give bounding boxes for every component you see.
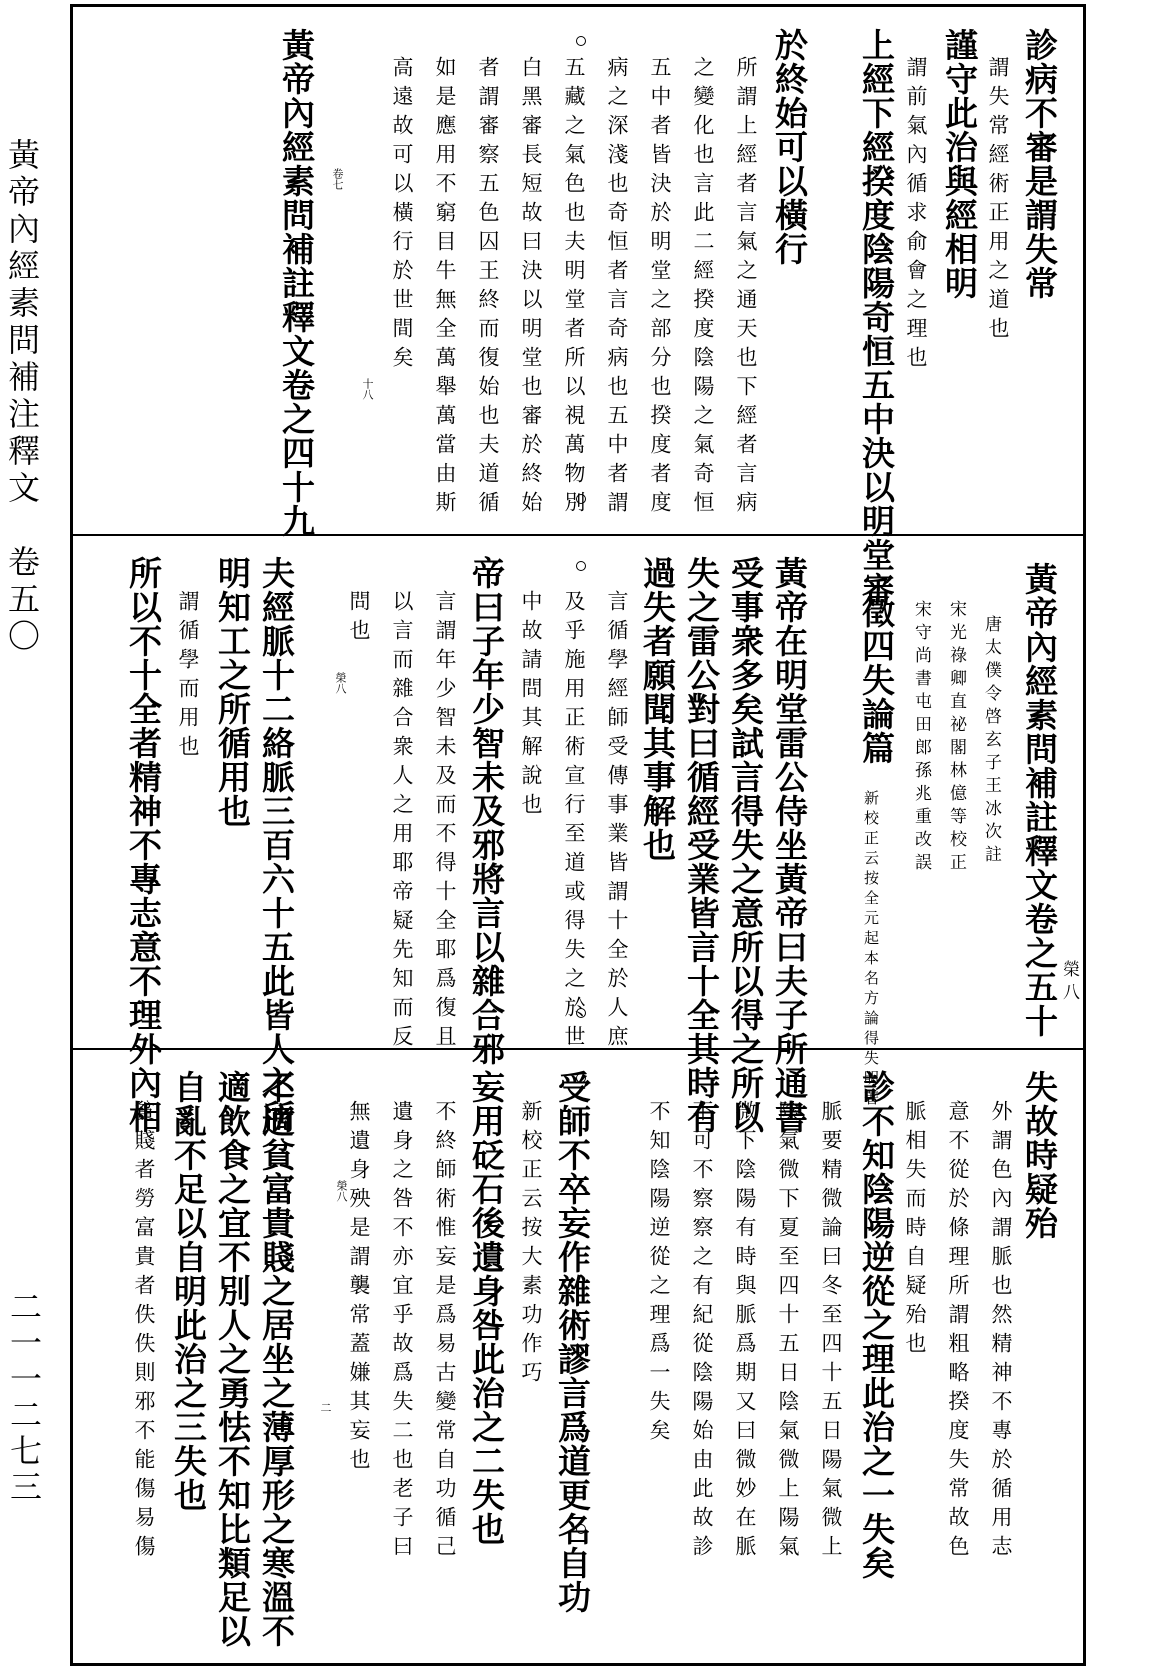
commentary-column: 之變化也言此二經揆度陰陽之氣奇恒: [691, 56, 715, 520]
text-column: 受事衆多矣試言得失之意所以得之所以: [726, 556, 765, 1134]
circle-mark: [576, 561, 586, 571]
commentary-column: 及乎施用正術宣行至道或得失之於世: [562, 590, 586, 1054]
text-column: 不適貧富貴賤之居坐之薄厚形之寒溫不: [257, 1070, 296, 1648]
commentary-column: 者謂審察五色囚王終而復始也夫道循: [476, 56, 500, 520]
commentary-column: 不知陰陽逆從之理爲一失矣: [647, 1100, 671, 1448]
text-column: 上經下經揆度陰陽奇恒五中決以明堂審: [857, 28, 896, 606]
section-note: 新校正云按全元起本名方論得失明著: [862, 790, 880, 1110]
circle-mark: [576, 1008, 586, 1018]
text-column: 所以不十全者精神不專志意不理外內相: [124, 556, 163, 1134]
commentary-column: 以言而雜合衆人之用耶帝疑先知而反: [390, 590, 414, 1054]
margin-book-title: 黃帝內經素問補注釋文 卷五〇: [3, 138, 41, 656]
commentary-column: 病之深淺也奇恒者言奇病也五中者謂: [605, 56, 629, 520]
commentary-column: 微下陰陽有時與脈爲期又曰微妙在脈: [733, 1100, 757, 1564]
commentary-column: 無遺身殃是謂襲常蓋嫌其妄也: [347, 1100, 371, 1477]
text-column: 帝曰子年少智未及邪將言以雜合邪: [467, 556, 506, 1066]
editor-line: 宋守尚書屯田郎孫兆重改誤: [911, 600, 931, 876]
commentary-column: 中故請問其解說也: [519, 590, 543, 822]
author-line: 唐太僕令啓玄子王冰次註: [981, 615, 1001, 868]
block-mark: 二: [319, 1402, 332, 1413]
text-column: 過失者願聞其事解也: [638, 556, 677, 862]
chapter-title: 黃帝內經素問補註釋文卷之五十: [1020, 562, 1059, 1038]
text-column: 適飲食之宜不別人之勇怯不知比類足以: [213, 1070, 252, 1648]
commentary-column: 言循學經師受傳事業皆謂十全於人庶: [605, 590, 629, 1054]
circle-mark: [576, 36, 586, 46]
commentary-column: 不可不察察之有紀從陰陽始由此故診: [690, 1100, 714, 1564]
commentary-column: 高遠故可以橫行於世間矣: [390, 56, 414, 375]
commentary-column: 遺身之咎不亦宜乎故爲失二也老子曰: [390, 1100, 414, 1564]
commentary-column: 五中者皆決於明堂之部分也揆度者度: [648, 56, 672, 520]
commentary-column: 脈相失而時自疑殆也: [903, 1100, 927, 1361]
text-column: 謹守此治與經相明: [940, 28, 979, 300]
commentary-column: 謂失常經術正用之道也: [986, 56, 1010, 346]
text-column: 自亂不足以自明此治之三失也: [169, 1070, 208, 1512]
circle-mark: [576, 1073, 586, 1083]
commentary-column: 所謂上經者言氣之通天也下經者言病: [734, 56, 758, 520]
circle-mark: [576, 1524, 586, 1534]
section-title: 徵四失論篇: [857, 595, 896, 765]
chapter-end-title: 黃帝內經素問補註釋文卷之四十九: [277, 28, 316, 538]
commentary-column: 貧賤者勞富貴者佚佚則邪不能傷易傷: [132, 1100, 156, 1564]
text-column: 診病不審是謂失常: [1020, 28, 1059, 300]
commentary-column: 五藏之氣色也夫明堂者所以視萬物別: [562, 56, 586, 520]
commentary-column: 不終師術惟妄是爲易古變常自功循己: [433, 1100, 457, 1564]
text-column: 失之雷公對曰循經受業皆言十全其時有: [682, 556, 721, 1134]
text-column: 受師不卒妄作雜術謬言爲道更名自功: [553, 1070, 592, 1614]
text-column: 妄用砭石後遺身咎此治之二失也: [467, 1070, 506, 1546]
block-mark: 十八: [361, 378, 374, 400]
text-column: 黃帝在明堂雷公侍坐黃帝曰夫子所通書: [770, 556, 809, 1134]
commentary-column: 謂循學而用也: [176, 590, 200, 764]
text-column: 於終始可以橫行: [770, 28, 809, 266]
editor-line: 宋光祿卿直祕閣林億等校正: [946, 600, 966, 876]
text-column: 失故時疑殆: [1020, 1070, 1059, 1240]
block-mark: 榮八: [334, 672, 347, 694]
panel-divider-1: [70, 534, 1086, 536]
text-column: 夫經脈十二絡脈三百六十五此皆人之所: [257, 556, 296, 1134]
text-column: 診不知陰陽逆從之理此治之一失矣: [857, 1070, 896, 1580]
text-column: 明知工之所循用也: [213, 556, 252, 828]
commentary-column: 外謂色內謂脈也然精神不專於循用志: [989, 1100, 1013, 1564]
circle-mark: [576, 494, 586, 504]
commentary-column: 問也: [347, 590, 371, 648]
commentary-column: 謂前氣內循求俞會之理也: [904, 56, 928, 375]
commentary-column: 如是應用不窮目牛無全萬舉萬當由斯: [433, 56, 457, 520]
commentary-column: 白黑審長短故曰決以明堂也審於終始: [519, 56, 543, 520]
block-mark: 榮八: [1059, 960, 1079, 1006]
block-mark: 卷七: [331, 168, 344, 190]
commentary-column: 言謂年少智未及而不得十全耶爲復且: [433, 590, 457, 1054]
commentary-column: 陰氣微下夏至四十五日陰氣微上陽氣: [776, 1100, 800, 1564]
commentary-column: 新校正云按大素功作巧: [519, 1100, 543, 1390]
page-number: 二一一二七三: [5, 1290, 43, 1506]
block-mark: 榮八: [335, 1180, 348, 1202]
commentary-column: 意不從於條理所謂粗略揆度失常故色: [946, 1100, 970, 1564]
commentary-column: 脈要精微論曰冬至四十五日陽氣微上: [819, 1100, 843, 1564]
